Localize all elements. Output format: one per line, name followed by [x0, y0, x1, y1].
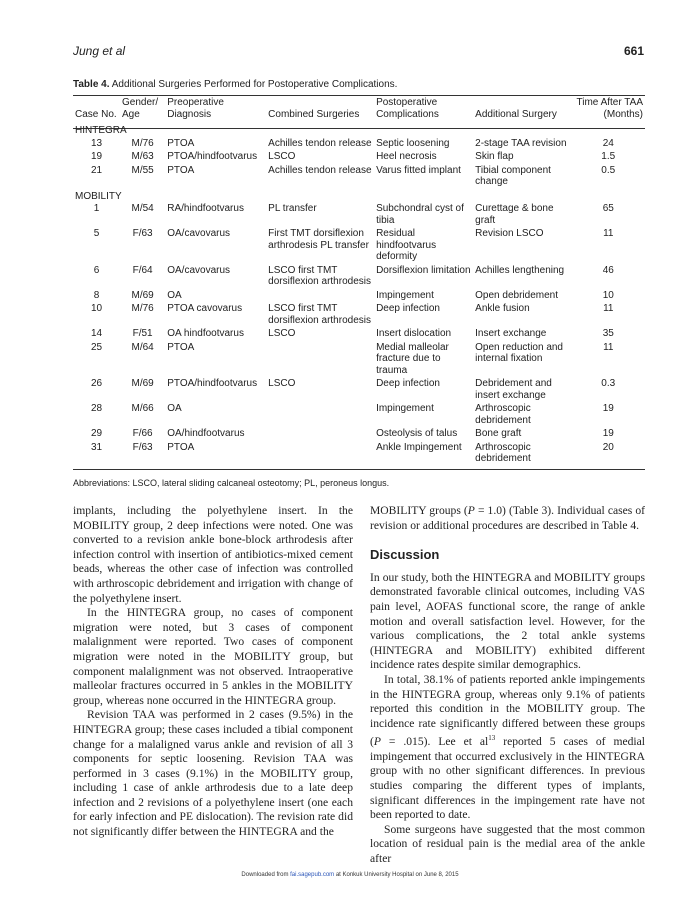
table-cell: M/64 — [131, 341, 154, 353]
table-cell: First TMT dorsiflexion arthrodesis PL transfer — [268, 228, 369, 251]
table-cell: PTOA — [167, 441, 195, 453]
table-cell: OA/hindfootvarus — [167, 428, 245, 439]
table-cell: Insert exchange — [475, 328, 547, 339]
download-footer: Downloaded from fai.sagepub.com at Konkuk University Hospital on June 8, 2015 — [241, 872, 459, 878]
table-cell: Debridement and insert exchange — [475, 378, 552, 401]
table-cell: PTOA/hindfootvarus — [167, 151, 258, 162]
table-cell: Achilles tendon release — [268, 164, 372, 176]
table-row — [73, 164, 645, 189]
body-paragraph: In our study, both the HINTEGRA and MOBILITY groups demonstrated favorable clinical outcomes, including VAS pain level, AOFAS functional score, the range of ankle motion and overall satisfaction level. However, for the various complications, the 2 total ankle systems (HINTEGRA and MOBILITY) exhibited different incidence rates despite similar demographics. — [370, 570, 645, 672]
table-cell: Curettage & bone graft — [475, 203, 554, 226]
table-row — [73, 402, 645, 427]
table-cell: 14 — [90, 328, 103, 339]
table-cell: Septic loosening — [376, 137, 450, 149]
body-paragraph: In the HINTEGRA group, no cases of component migration were noted, but 3 cases of component malalignment were reported. Two cases of component migration were noted in the MOBILITY group, but component malalignment was not observed. Intraoperative malleolar fractures occurred in 5 ankles in the MOBILITY group, whereas none occurred in the HINTEGRA group. — [73, 606, 353, 707]
group-label: HINTEGRA — [75, 125, 127, 136]
table-cell: LSCO first TMT dorsiflexion arthrodesis — [268, 264, 371, 287]
col-header: Additional Surgery — [475, 108, 557, 120]
table-cell: 0.3 — [601, 378, 616, 389]
col-header: Gender/ Age — [122, 97, 159, 120]
section-heading: Discussion — [370, 547, 440, 563]
table-cell: OA/cavovarus — [167, 264, 231, 276]
table-abbreviations: Abbreviations: LSCO, lateral sliding calcaneal osteotomy; PL, peroneus longus. — [73, 478, 390, 488]
table-cell: 20 — [602, 441, 614, 453]
table-cell: 24 — [602, 137, 614, 149]
table-cell: OA — [167, 289, 182, 301]
table-row — [73, 202, 645, 227]
table-cell: Varus fitted implant — [376, 164, 461, 176]
right-column — [370, 504, 645, 867]
table-cell: Ankle Impingement — [376, 441, 462, 453]
table-cell: 6 — [93, 264, 100, 276]
body-paragraph: Revision TAA was performed in 2 cases (9.5%) in the HINTEGRA group; these cases included a tibial component change for a malaligned varus ankle and revision of all 3 components for septic loosening. Revision TAA was performed in 3 cases (9.1%) in the MOBILITY group, including 1 case of ankle arthrodesis due to a late deep infection and 2 revisions of a polyethylene insert (one each for early infection and PE dislocation). The revision rate did not significantly differ between the HINTEGRA and the — [73, 708, 353, 839]
table-cell: LSCO — [268, 378, 296, 389]
table-cell: F/63 — [132, 441, 153, 453]
table-bottom-rule — [73, 469, 645, 470]
table-cell: Ankle fusion — [475, 303, 530, 314]
table-cell: Arthroscopic debridement — [475, 441, 531, 464]
table-cell: Bone graft — [475, 428, 522, 439]
table-cell: Revision LSCO — [475, 228, 544, 239]
table-label: Table 4. — [73, 79, 110, 90]
table-cell: Impingement — [376, 289, 434, 301]
table-cell: LSCO — [268, 151, 296, 162]
table-cell: 28 — [90, 403, 103, 414]
table-cell: Residual hindfootvarus deformity — [376, 228, 437, 262]
table-row — [73, 289, 645, 303]
table-cell: PTOA cavovarus — [167, 303, 243, 314]
table-row — [73, 377, 645, 402]
table-cell: F/66 — [132, 428, 153, 439]
table-cell: OA/cavovarus — [167, 228, 231, 239]
table-cell: F/64 — [132, 264, 153, 276]
table-cell: 65 — [602, 203, 614, 214]
table-cell: 1.5 — [601, 151, 616, 162]
table-cell — [266, 441, 374, 466]
table-cell: F/51 — [132, 328, 153, 339]
table-cell: Deep infection — [376, 378, 440, 389]
table-cell: Skin flap — [475, 151, 514, 162]
table-cell: 29 — [90, 428, 103, 439]
table-row — [73, 137, 645, 151]
table-row — [73, 427, 645, 441]
table-top-rule — [73, 95, 645, 96]
table-cell: 31 — [90, 441, 103, 453]
footer-link[interactable]: fai.sagepub.com — [290, 872, 335, 878]
table-cell: M/55 — [131, 164, 154, 176]
group-row — [73, 189, 645, 203]
left-column — [73, 504, 353, 840]
table-header-row — [73, 97, 645, 123]
table-cell: Insert dislocation — [376, 328, 452, 339]
table-row — [73, 227, 645, 264]
table-cell: M/69 — [131, 378, 154, 389]
table-cell: Dorsiflexion limitation — [376, 264, 471, 276]
table-cell: 26 — [90, 378, 103, 389]
table-cell: M/69 — [131, 289, 154, 301]
table-cell: M/76 — [131, 303, 154, 314]
table-cell: PTOA — [167, 137, 195, 149]
table-cell: OA hindfootvarus — [167, 328, 244, 339]
table-cell — [266, 341, 374, 378]
table-caption — [73, 79, 653, 90]
table-cell: Arthroscopic debridement — [475, 403, 531, 426]
table-cell: 46 — [602, 264, 614, 276]
table-body — [73, 123, 645, 466]
complications-table — [73, 97, 645, 466]
table-cell: 19 — [602, 428, 614, 439]
table-cell: Osteolysis of talus — [376, 428, 458, 439]
table-cell: Tibial component change — [475, 164, 551, 187]
table-title: Additional Surgeries Performed for Postoperative Complications. — [111, 79, 398, 90]
table-cell: 11 — [603, 303, 614, 314]
table-cell: OA — [167, 403, 182, 414]
table-cell: PTOA — [167, 164, 195, 176]
table-cell: Impingement — [376, 403, 434, 414]
table-cell: RA/hindfootvarus — [167, 203, 244, 214]
table-cell: PL transfer — [268, 203, 317, 214]
table-cell: Open reduction and internal fixation — [475, 341, 563, 364]
table-cell: 8 — [93, 289, 100, 301]
table-cell: 25 — [90, 341, 103, 353]
col-header: Time After TAA (Months) — [576, 97, 643, 120]
running-head: Jung et al — [73, 44, 126, 58]
table-cell: 19 — [90, 151, 103, 162]
table-cell: F/63 — [132, 228, 153, 239]
table-cell: M/54 — [131, 203, 154, 214]
table-cell: 10 — [90, 303, 103, 314]
table-cell: M/63 — [131, 151, 154, 162]
table-cell: 21 — [90, 164, 103, 176]
table-cell — [266, 402, 374, 427]
body-paragraph: Some surgeons have suggested that the most common location of residual pain is the medial area of the ankle after — [370, 822, 645, 865]
table-row — [73, 302, 645, 327]
table-cell: Subchondral cyst of tibia — [376, 203, 464, 226]
table-cell: M/66 — [131, 403, 154, 414]
group-label: MOBILITY — [75, 190, 122, 202]
table-cell: 10 — [602, 289, 614, 301]
table-cell: 1 — [93, 203, 100, 214]
table-cell: Achilles tendon release — [268, 137, 372, 149]
table-row — [73, 264, 645, 289]
body-paragraph: implants, including the polyethylene insert. In the MOBILITY group, 2 deep infections were noted. One was converted to a revision ankle bone-block arthrodesis after infection control with insertion of antibiotics-mixed cement beads, whereas the other case of infection was controlled with arthroscopic debridement and irrigation with change of the polyethylene insert. — [73, 504, 353, 605]
table-cell: 13 — [90, 137, 103, 149]
table-cell — [266, 427, 374, 441]
table-cell: 11 — [603, 228, 614, 239]
table-row — [73, 150, 645, 164]
table-cell: 35 — [602, 328, 614, 339]
table-cell: PTOA — [167, 341, 195, 353]
table-cell: Achilles lengthening — [475, 264, 565, 276]
table-cell: 0.5 — [601, 164, 616, 176]
page-number: 661 — [623, 44, 644, 58]
table-row — [73, 327, 645, 341]
table-row — [73, 441, 645, 466]
table-row — [73, 341, 645, 378]
body-paragraph: In total, 38.1% of patients reported ankle impingements in the HINTEGRA group, whereas only 9.1% of patients reported this condition in the MOBILITY group. The incidence rate significantly differed between these groups (P = .015). Lee et $al^{13}$ reported 5 cases of medial impingement that occurred exclusively in the HINTEGRA group with no other significant differences. In previous studies comparing the different types of implants, significant differences in the impingement rate have not been reported to date. — [370, 672, 645, 822]
col-header: Preoperative Diagnosis — [167, 97, 224, 120]
group-row — [73, 123, 645, 137]
table-cell: 2-stage TAA revision — [475, 137, 567, 149]
table-cell: M/76 — [131, 137, 154, 149]
table-cell: 19 — [602, 403, 614, 414]
table-cell: Open debridement — [475, 289, 558, 301]
col-header: Combined Surgeries — [268, 108, 360, 120]
body-paragraph: MOBILITY groups (P = 1.0) (Table 3). Individual cases of revision or additional procedures are described in Table 4. — [370, 504, 645, 532]
table-cell — [266, 289, 374, 303]
table-cell: LSCO first TMT dorsiflexion arthrodesis — [268, 303, 371, 326]
table-cell: Medial malleolar fracture due to trauma — [376, 341, 449, 376]
table-cell: 5 — [93, 228, 100, 239]
table-cell: PTOA/hindfootvarus — [167, 378, 258, 389]
col-header: Case No. — [75, 108, 117, 120]
table-cell: Heel necrosis — [376, 151, 437, 162]
table-cell: Deep infection — [376, 303, 440, 314]
table-cell: 11 — [603, 341, 614, 353]
table-cell: LSCO — [268, 328, 296, 339]
col-header: Postoperative Complications — [376, 97, 439, 120]
